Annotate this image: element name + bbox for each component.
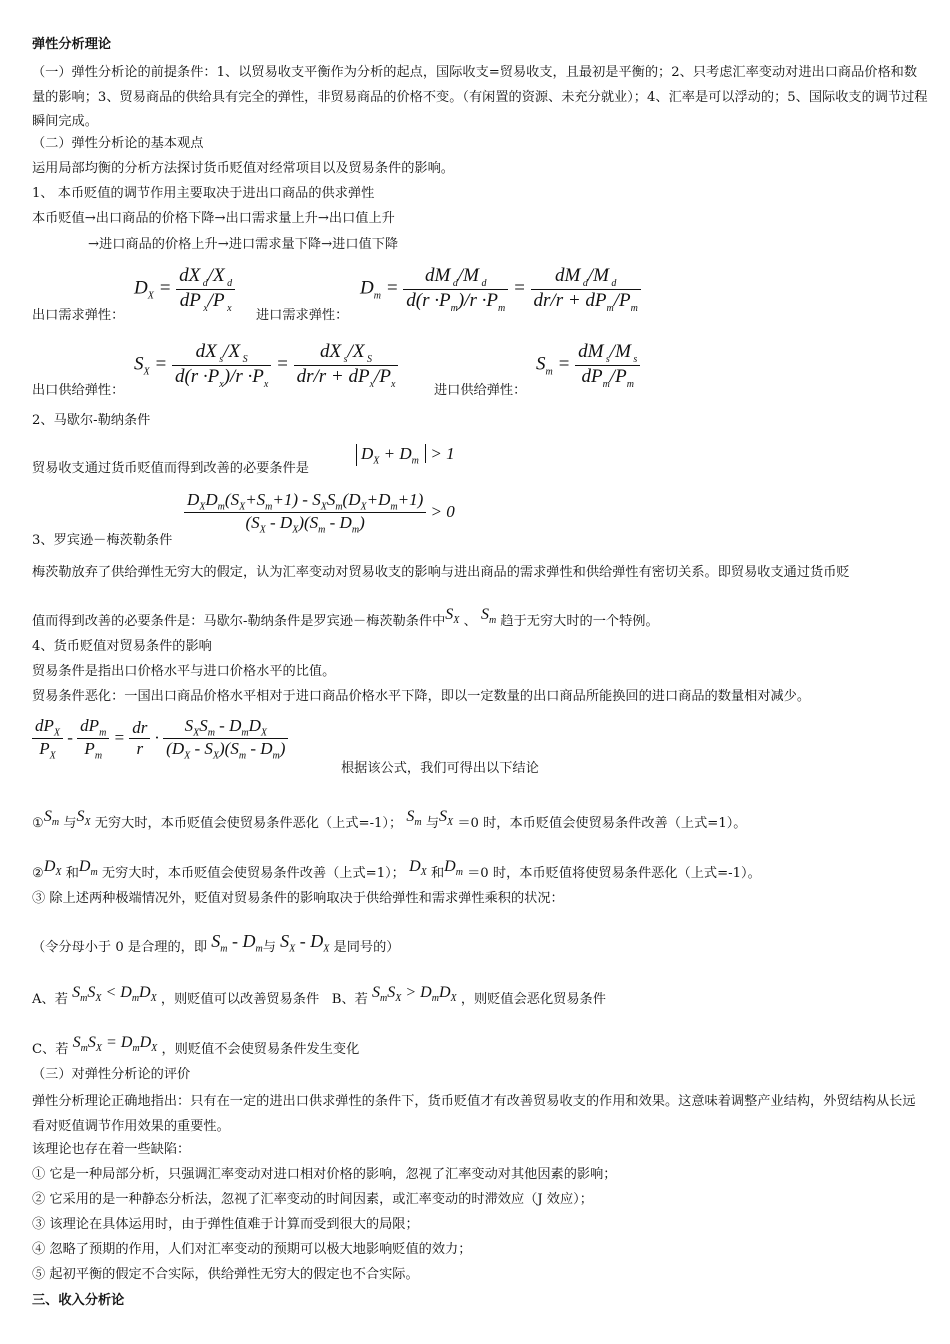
section-title: 弹性分析理论 (32, 37, 112, 52)
point-1-heading: 1、 本币贬值的调节作用主要取决于进出口商品的供求弹性 (32, 186, 375, 201)
basic-paragraph: 运用局部均衡的分析方法探讨货币贬值对经常项目以及贸易条件的影响。 (32, 161, 454, 176)
premises-paragraph: （一）弹性分析论的前提条件：1、以贸易收支平衡作为分析的起点，国际收支=贸易收支，且最初是平衡的；2、只考虑汇率变动对进出口商品价格和数量的影响；3、贸易商品的供给具有完全的弹性，非贸易商品的价格不变。（有闲置的资源、未充分就业）；4、汇率是可以浮动的；5、国际收支的调节过程瞬间完成。 (32, 65, 928, 129)
marshall-lerner-text: 贸易收支通过货币贬值而得到改善的必要条件是 (32, 461, 309, 476)
robinson-metzler-formula: $\frac{D_XD_m(S_X+S_m+1) - S_XS_m(D_X+D_m+1)}{(S_X - D_X)(S_m - D_m)}$ > 0 (184, 490, 455, 536)
subsection-heading-evaluation: （三）对弹性分析论的评价 (32, 1067, 191, 1082)
evaluation-paragraph: 弹性分析理论正确地指出：只有在一定的进出口供求弹性的条件下，货币贬值才有改善贸易收支的作用和效果。这意味着调整产业结构，外贸结构从长远看对贬值调节作用效果的重要性。 (32, 1094, 916, 1134)
terms-of-trade-formula: $\frac{dP_X}{P_X}$ - $\frac{dP_m}{P_m}$ = $\frac{dr}{r}$ · $\frac{S_XS_m - D_mD_X}{(D_X - S_X)(S_m - D_m)}$ (32, 716, 288, 762)
import-demand-label: 进口需求弹性： (256, 308, 349, 323)
point-4-heading: 4、货币贬值对贸易条件的影响 (32, 639, 212, 654)
import-supply-formula: $S_m$ = $\frac{dM _s/M _s}{dP_m/P_m}$ (536, 341, 640, 390)
defect-3: ③ 该理论在具体运用时，由于弹性值难于计算而受到很大的局限； (32, 1217, 419, 1232)
export-supply-formula: $S_X$ = $\frac{dX _s/X _S}{d(r \cdot P_x)/r \cdot P_x}$ = $\frac{dX _s/X _S}{dr/r + dP_x/P_x}$ (134, 341, 398, 390)
formula-note: 根据该公式，我们可得出以下结论 (341, 761, 539, 776)
export-supply-label: 出口供给弹性： (32, 383, 125, 398)
defect-2: ② 它采用的是一种静态分析法，忽视了汇率变动的时间因素，或汇率变动的时滞效应（J 效应）； (32, 1192, 593, 1207)
point-3-heading: 3、罗宾逊－梅茨勒条件 (32, 533, 173, 548)
import-demand-formula: $D_m$ = $\frac{dM _d/M _d}{d(r \cdot P_m)/r \cdot P_m}$ = $\frac{dM _d/M _d}{dr/r + dP_m/P_m}$ (360, 265, 641, 314)
robinson-metzler-paragraph-2: 值而得到改善的必要条件是：马歇尔-勒纳条件是罗宾逊－梅茨勒条件中$S_X$ 、 $S_m$ 趋于无穷大时的一个特例。 (32, 606, 659, 629)
chain-line-2: →进口商品的价格上升→进口需求量下降→进口值下降 (88, 237, 399, 252)
robinson-metzler-paragraph-1: 梅茨勒放弃了供给弹性无穷大的假定，认为汇率变动对贸易收支的影响与进出商品的需求弹性和供给弹性有密切关系。即贸易收支通过货币贬 (32, 565, 850, 580)
marshall-lerner-formula: $D_X + D_m > 1$ (356, 444, 455, 466)
export-demand-label: 出口需求弹性： (32, 308, 125, 323)
export-demand-formula: $D_X$ = $\frac{dX _d/X _d}{dP _x/P _x}$ (134, 265, 235, 314)
conclusion-3-note: （令分母小于 0 是合理的，即 $S_m - D_m$与 $S_X - D_X$ 是同号的） (32, 931, 400, 955)
conclusion-2: $②D_X$ 和$D_m$ 无穷大时，本币贬值会使贸易条件改善（上式=1）； $D_X$ 和$D_m =0$ 时，本币贬值将使贸易条件恶化（上式=-1）。 (32, 858, 761, 881)
defect-4: ④ 忽略了预期的作用，人们对汇率变动的预期可以极大地影响贬值的效力； (32, 1242, 472, 1257)
case-c: C、若 $S_mS_X = D_mD_X$ ，则贬值不会使贸易条件发生变化 (32, 1034, 360, 1057)
terms-of-trade-definition: 贸易条件是指出口价格水平与进口价格水平的比值。 (32, 664, 336, 679)
next-section-title: 三、收入分析论 (32, 1293, 125, 1308)
defects-intro: 该理论也存在着一些缺陷： (32, 1142, 191, 1157)
chain-line-1: 本币贬值→出口商品的价格下降→出口需求量上升→出口值上升 (32, 211, 395, 226)
point-2-heading: 2、马歇尔-勒纳条件 (32, 413, 151, 428)
conclusion-1: $①S_m$ 与$S_X$ 无穷大时，本币贬值会使贸易条件恶化（上式=-1）； $S_m$ 与$S_X =0$ 时，本币贬值会使贸易条件改善（上式=1）。 (32, 808, 747, 831)
subsection-heading-basic: （二）弹性分析论的基本观点 (32, 136, 204, 151)
conclusion-3: ③ 除上述两种极端情况外，贬值对贸易条件的影响取决于供给弹性和需求弹性乘积的状况： (32, 891, 564, 906)
import-supply-label: 进口供给弹性： (434, 383, 527, 398)
defect-1: ① 它是一种局部分析，只强调汇率变动对进口相对价格的影响，忽视了汇率变动对其他因素的影响； (32, 1167, 617, 1182)
terms-of-trade-deterioration: 贸易条件恶化：一国出口商品价格水平相对于进口商品价格水平下降，即以一定数量的出口商品所能换回的进口商品的数量相对减少。 (32, 689, 811, 704)
case-a-b: A、若 $S_mS_X < D_mD_X$ ，则贬值可以改善贸易条件 B、若 $S_mS_X > D_mD_X$ ，则贬值会恶化贸易条件 (32, 984, 606, 1007)
defect-5: ⑤ 起初平衡的假定不合实际，供给弹性无穷大的假定也不合实际。 (32, 1267, 419, 1282)
